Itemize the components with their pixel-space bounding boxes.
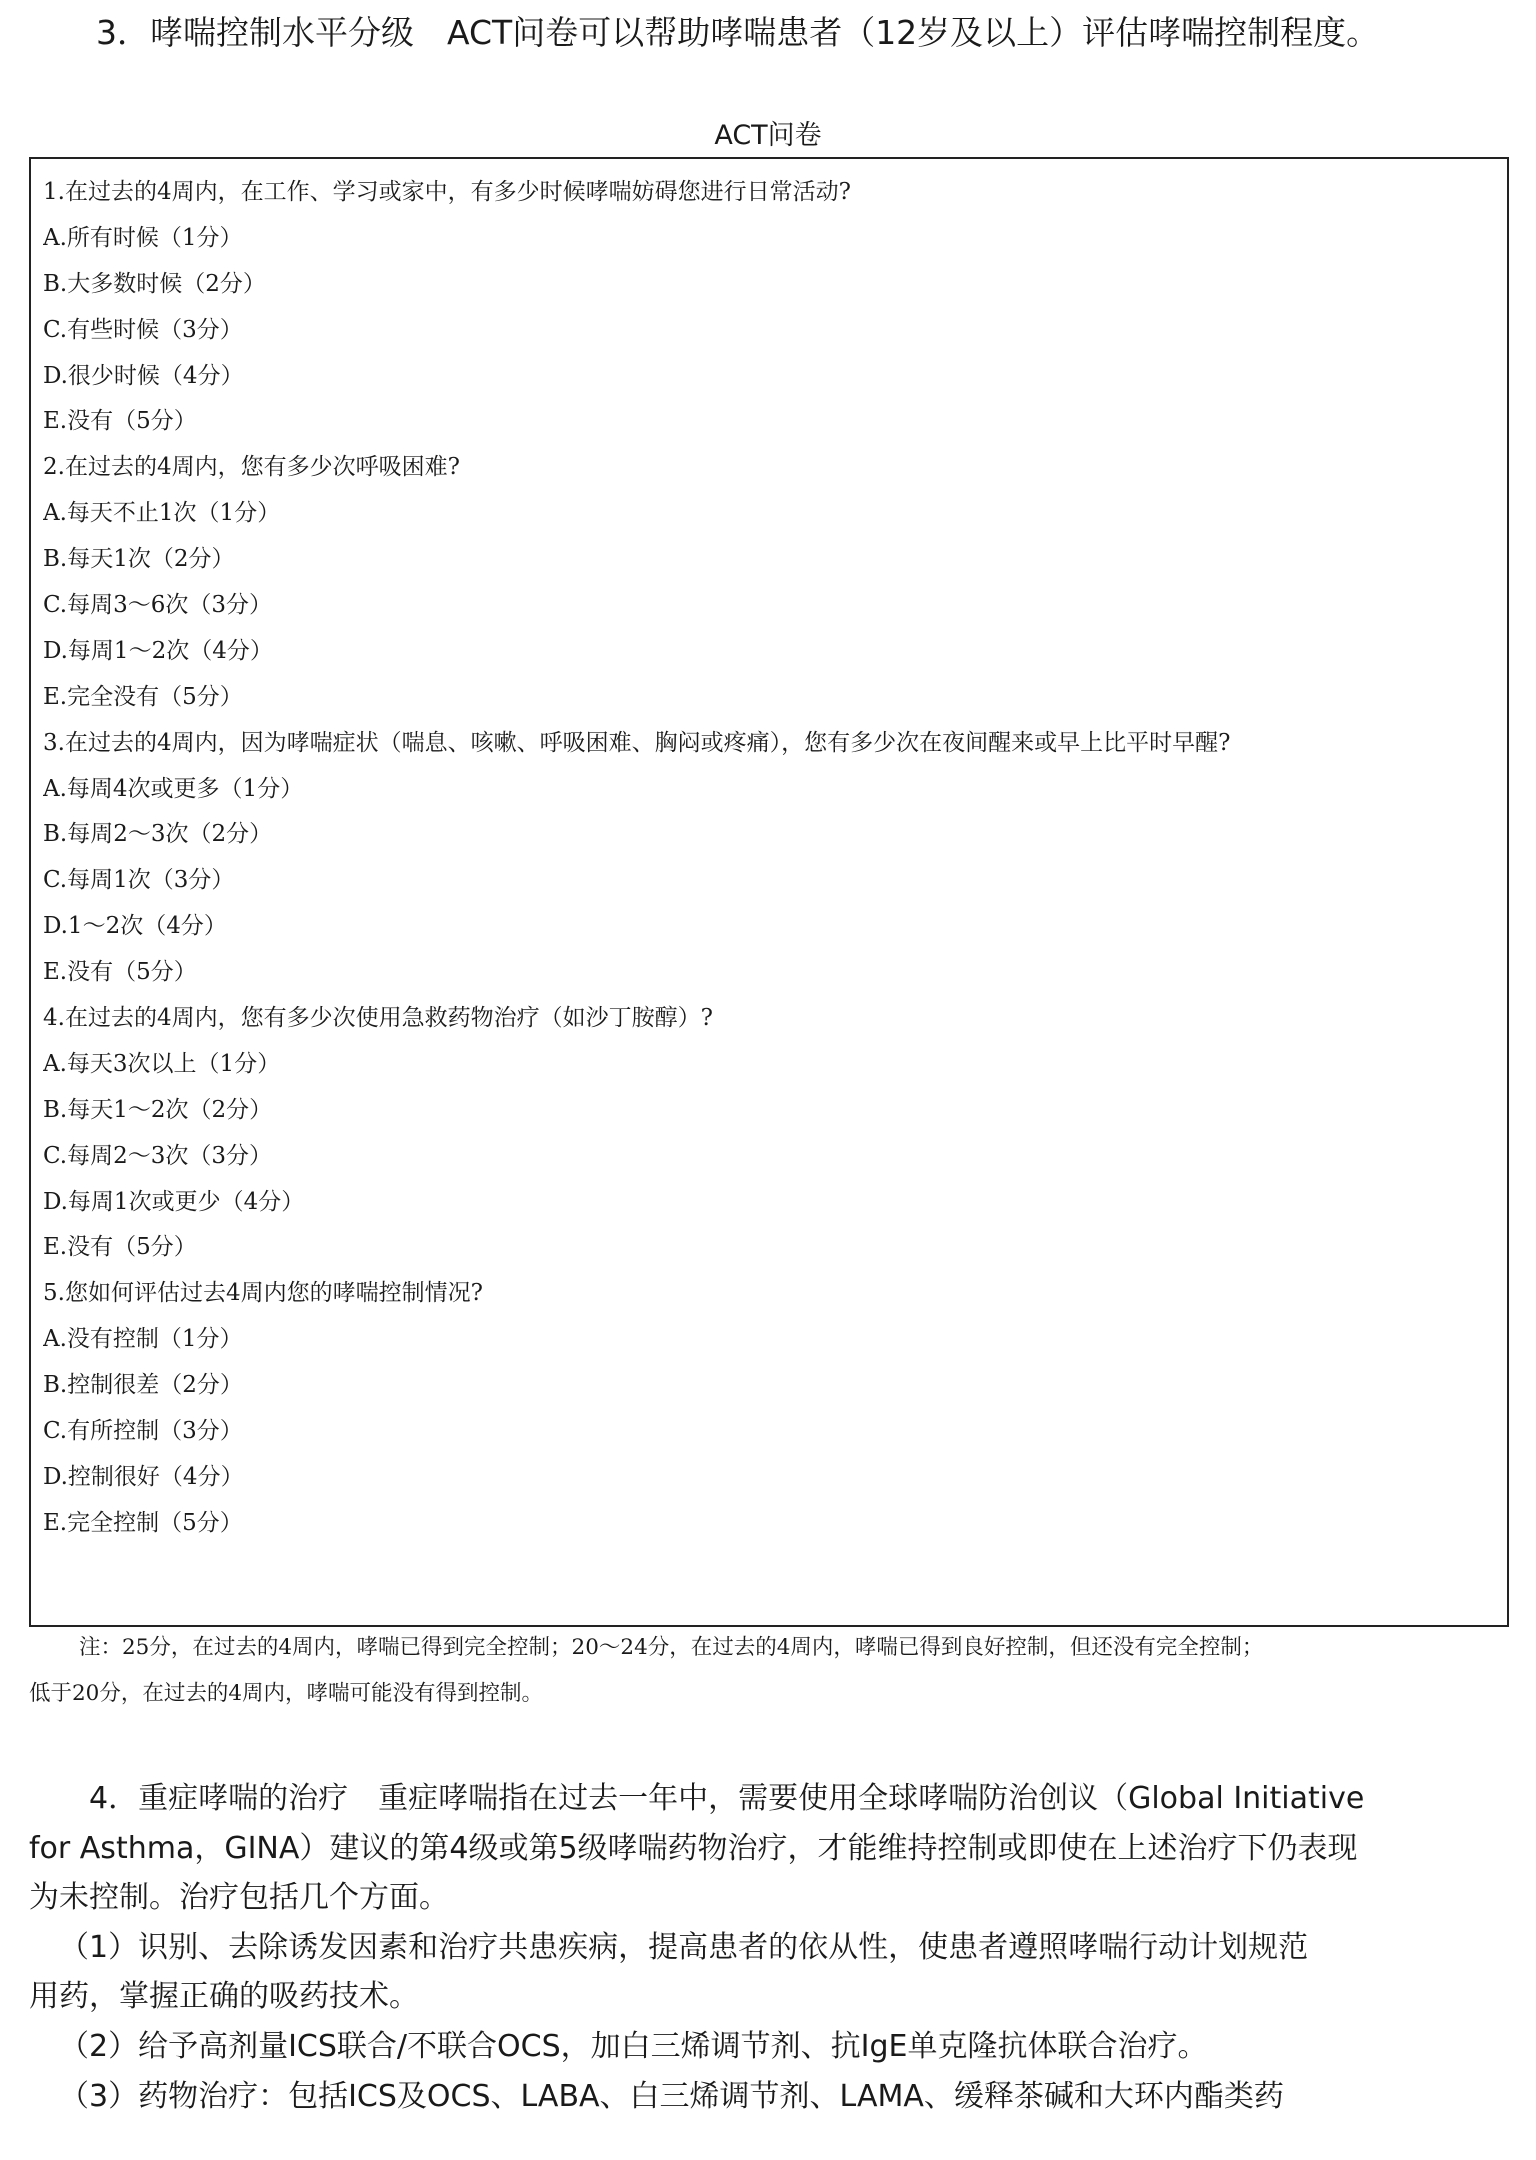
question-5-option-e: E.完全控制（5分）: [43, 1509, 243, 1536]
question-3-option-e: E.没有（5分）: [43, 959, 197, 986]
question-3-option-c: C.每周1次（3分）: [43, 867, 235, 894]
question-4-option-b: B.每天1～2次（2分）: [43, 1096, 273, 1123]
section-heading: 3．哮喘控制水平分级 ACT问卷可以帮助哮喘患者（12岁及以上）评估哮喘控制程度。: [96, 13, 1380, 52]
table-caption: ACT问卷: [714, 120, 822, 151]
question-2-option-e: E.完全没有（5分）: [43, 683, 243, 710]
question-5-option-c: C.有所控制（3分）: [43, 1418, 243, 1445]
question-3-option-a: A.每周4次或更多（1分）: [43, 775, 304, 802]
question-4-option-d: D.每周1次或更少（4分）: [43, 1188, 305, 1215]
note-line-1: 注：25分，在过去的4周内，哮喘已得到完全控制；20～24分，在过去的4周内，哮喘已得到良好控制，但还没有完全控制；: [79, 1635, 1264, 1660]
act-questionnaire-table: [29, 157, 1509, 1627]
question-1-text: 1.在过去的4周内，在工作、学习或家中，有多少时候哮喘妨碍您进行日常活动?: [43, 179, 851, 205]
question-3-option-b: B.每周2～3次（2分）: [43, 821, 273, 848]
question-1-option-e: E.没有（5分）: [43, 408, 197, 435]
question-5-text: 5.您如何评估过去4周内您的哮喘控制情况?: [43, 1280, 483, 1307]
paragraph-4-line-2: for Asthma，GINA）建议的第4级或第5级哮喘药物治疗，才能维持控制或即使在上述治疗下仍表现: [29, 1830, 1358, 1866]
question-4-option-a: A.每天3次以上（1分）: [43, 1050, 281, 1077]
table-note: [29, 1625, 1509, 1717]
question-4-text: 4.在过去的4周内，您有多少次使用急救药物治疗（如沙丁胺醇）?: [43, 1005, 713, 1032]
item-2-line-1: （2）给予高剂量ICS联合/不联合OCS，加白三烯调节剂、抗IgE单克隆抗体联合治疗。: [59, 2028, 1208, 2064]
question-1-option-b: B.大多数时候（2分）: [43, 270, 266, 297]
paragraph-4-line-1: 4．重症哮喘的治疗 重症哮喘指在过去一年中，需要使用全球哮喘防治创议（Global Initiative: [89, 1781, 1365, 1816]
question-5-option-b: B.控制很差（2分）: [43, 1372, 243, 1399]
item-1-line-1: （1）识别、去除诱发因素和治疗共患疾病，提高患者的依从性，使患者遵照哮喘行动计划规范: [59, 1929, 1309, 1965]
question-2-option-c: C.每周3～6次（3分）: [43, 592, 272, 619]
question-list: [43, 170, 1483, 1547]
question-2-option-d: D.每周1～2次（4分）: [43, 637, 273, 664]
item-3-line-1: （3）药物治疗：包括ICS及OCS、LABA、白三烯调节剂、LAMA、缓释茶碱和大环内酯类药: [59, 2078, 1284, 2114]
question-4-option-c: C.每周2～3次（3分）: [43, 1142, 272, 1169]
question-3-option-d: D.1～2次（4分）: [43, 913, 227, 940]
item-1-line-2: 用药，掌握正确的吸药技术。: [29, 1979, 419, 2015]
question-2-option-a: A.每天不止1次（1分）: [43, 500, 281, 527]
question-1-option-c: C.有些时候（3分）: [43, 316, 243, 343]
question-4-option-e: E.没有（5分）: [43, 1234, 197, 1261]
question-2-text: 2.在过去的4周内，您有多少次呼吸困难?: [43, 454, 460, 481]
question-3-text: 3.在过去的4周内，因为哮喘症状（喘息、咳嗽、呼吸困难、胸闷或疼痛），您有多少次在夜间醒来或早上比平时早醒?: [43, 729, 1231, 756]
body-text: [29, 1774, 1507, 2121]
note-line-2: 低于20分，在过去的4周内，哮喘可能没有得到控制。: [29, 1681, 544, 1706]
question-5-option-d: D.控制很好（4分）: [43, 1463, 244, 1490]
question-1-option-a: A.所有时候（1分）: [43, 224, 243, 251]
paragraph-4-line-3: 为未控制。治疗包括几个方面。: [29, 1880, 449, 1916]
question-1-option-d: D.很少时候（4分）: [43, 362, 244, 389]
question-5-option-a: A.没有控制（1分）: [43, 1326, 243, 1353]
question-2-option-b: B.每天1次（2分）: [43, 546, 235, 573]
